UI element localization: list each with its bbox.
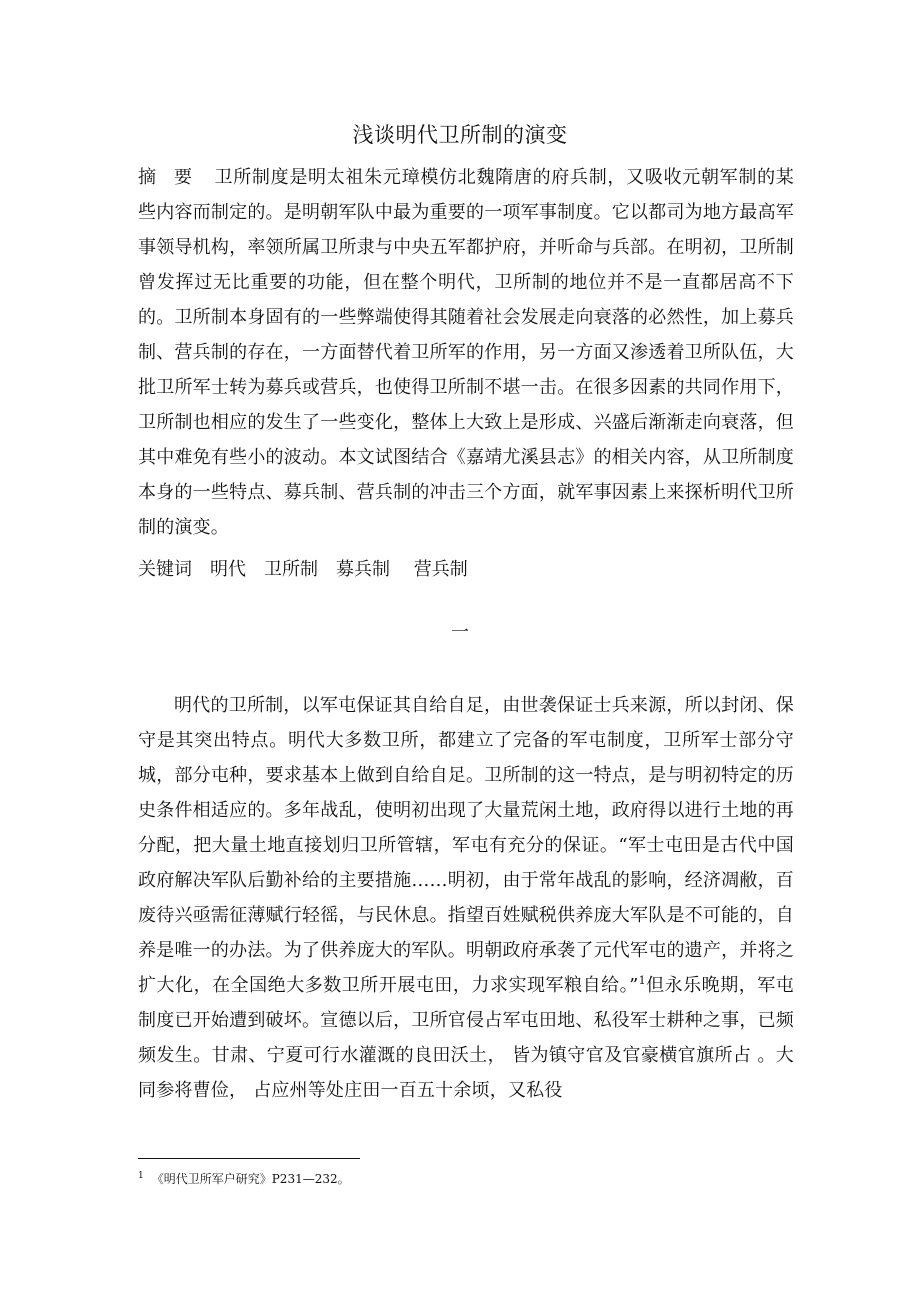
abstract-paragraph: [138, 160, 794, 545]
body-text-part1: 明代的卫所制，以军屯保证其自给自足，由世袭保证士兵来源，所以封闭、保守是其突出特点。明代大多数卫所，都建立了完备的军屯制度，卫所军士部分守城，部分屯种，要求基本上做到自给自足。卫所制的这一特点，是与明初特定的历史条件相适应的。多年战乱，使明初出现了大量荒闲土地，政府得以进行土地的再分配，把大量土地直接划归卫所管辖，军屯有充分的保证。“军士屯田是古代中国政府解决军队后勤补给的主要措施……明初，由于常年战乱的影响，经济凋敝，百废待兴亟需征薄赋行轻徭，与民休息。指望百姓赋税供养庞大军队是不可能的，自养是唯一的办法。为了供养庞大的军队。明朝政府承袭了元代军屯的遗产，并将之扩大化，在全国绝大多数卫所开展屯田，力求实现军粮自给。”: [138, 695, 794, 996]
body-paragraph: [138, 688, 794, 1108]
section-number: 一: [451, 622, 469, 643]
abstract-text: 卫所制度是明太祖朱元璋模仿北魏隋唐的府兵制，又吸收元朝军制的某些内容而制定的。是明朝军队中最为重要的一项军事制度。它以都司为地方最高军事领导机构，率领所属卫所隶与中央五军都护府，并听命与兵部。在明初，卫所制曾发挥过无比重要的功能，但在整个明代，卫所制的地位并不是一直都居高不下的。卫所制本身固有的一些弊端使得其随着社会发展走向衰落的必然性，加上募兵制、营兵制的存在，一方面替代着卫所军的作用，另一方面又渗透着卫所队伍，大批卫所军士转为募兵或营兵，也使得卫所制不堪一击。在很多因素的共同作用下，卫所制也相应的发生了一些变化，整体上大致上是形成、兴盛后渐渐走向衰落，但其中难免有些小的波动。本文试图结合《嘉靖尤溪县志》的相关内容，从卫所制度本身的一些特点、募兵制、营兵制的冲击三个方面，就军事因素上来探析明代卫所制的演变。: [138, 167, 794, 538]
footnote-reference[interactable]: 1: [638, 974, 646, 987]
body-text: [138, 688, 794, 1108]
footnote-number: 1: [138, 1171, 144, 1181]
footnote-divider: [138, 1158, 360, 1159]
paper-title: 浅谈明代卫所制的演变: [352, 123, 568, 147]
footnote-text: 《明代卫所军户研究》P231—232。: [151, 1172, 350, 1186]
keywords-line: 关键词 明代 卫所制 募兵制 营兵制: [138, 559, 468, 580]
footnote: [138, 1170, 350, 1188]
body-text-part2: 但永乐晚期，军屯制度已开始遭到破坏。宣德以后，卫所官侵占军屯田地、私役军士耕种之事，已频频发生。甘肃、宁夏可行水灌溉的良田沃土， 皆为镇守官及官豪横官旗所占 。大同参将曹俭， 占应州等处庄田一百五十余顷，又私役: [138, 975, 794, 1101]
abstract-label: 摘 要: [138, 167, 192, 188]
